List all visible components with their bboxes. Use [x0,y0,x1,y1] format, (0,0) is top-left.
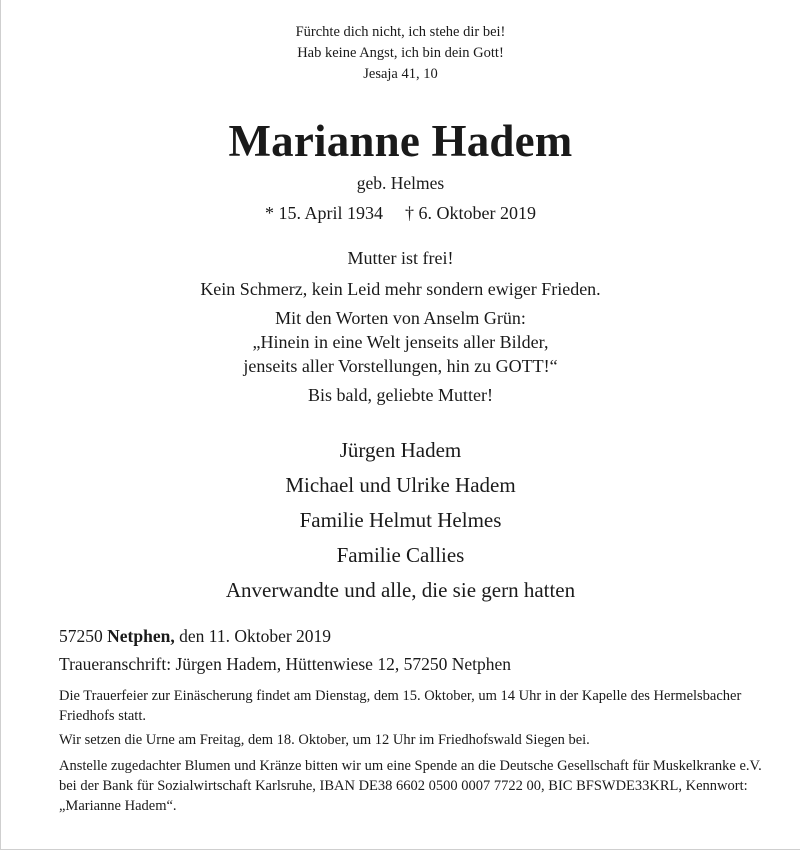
poem-line-1: Mutter ist frei! [347,248,454,268]
mourner: Jürgen Hadem [339,438,462,462]
poem-line-2: Kein Schmerz, kein Leid mehr sondern ewiger Frieden. [200,279,601,299]
memorial-poem [1,245,800,409]
maiden-name: geb. Helmes [356,173,445,193]
mourner: Michael und Ulrike Hadem [285,473,516,497]
notice-date: den 11. Oktober 2019 [179,626,332,646]
mourners-list [1,433,800,608]
death-date: † 6. Oktober 2019 [405,203,536,223]
deceased-name: Marianne Hadem [228,116,573,166]
birth-date: * 15. April 1934 [265,203,384,223]
city: Netphen, [107,626,175,646]
verse-line-1: Fürchte dich nicht, ich stehe dir bei! [295,24,506,40]
verse-reference: Jesaja 41, 10 [363,66,438,82]
poem-line-4: „Hinein in eine Welt jenseits aller Bilder, [252,332,549,352]
mourner: Anverwandte und alle, die sie gern hatten [225,578,576,602]
donation-request: Anstelle zugedachter Blumen und Kränze bitten wir um eine Spende an die Deutsche Gesellschaft für Muskelkranke e.V. bei der Bank für Sozialwirtschaft Karlsruhe, IBAN DE38 6602 0500 0007 7722 00, BIC BFSWDE33KRL, Kennwort: „Marianne Hadem“. [59,758,762,814]
poem-line-5: jenseits aller Vorstellungen, hin zu GOTT!“ [243,356,558,376]
mourner: Familie Callies [336,543,465,567]
mourning-address: Traueranschrift: Jürgen Hadem, Hüttenwiese 12, 57250 Netphen [59,654,511,674]
life-dates [1,201,800,225]
postal-code: 57250 [59,626,103,646]
mourner: Familie Helmut Helmes [299,508,502,532]
funeral-service-info: Die Trauerfeier zur Einäscherung findet am Dienstag, dem 15. Oktober, um 14 Uhr in der Kapelle des Hermelsbacher Friedhofs statt. [59,688,742,724]
poem-line-3: Mit den Worten von Anselm Grün: [275,308,526,328]
place-and-date [59,624,780,648]
notice-footer [59,624,780,816]
bible-verse [1,0,800,85]
verse-line-2: Hab keine Angst, ich bin dein Gott! [297,45,504,61]
poem-line-6: Bis bald, geliebte Mutter! [308,385,493,405]
urn-burial-info: Wir setzen die Urne am Freitag, dem 18. Oktober, um 12 Uhr im Friedhofswald Siegen bei. [59,732,590,748]
